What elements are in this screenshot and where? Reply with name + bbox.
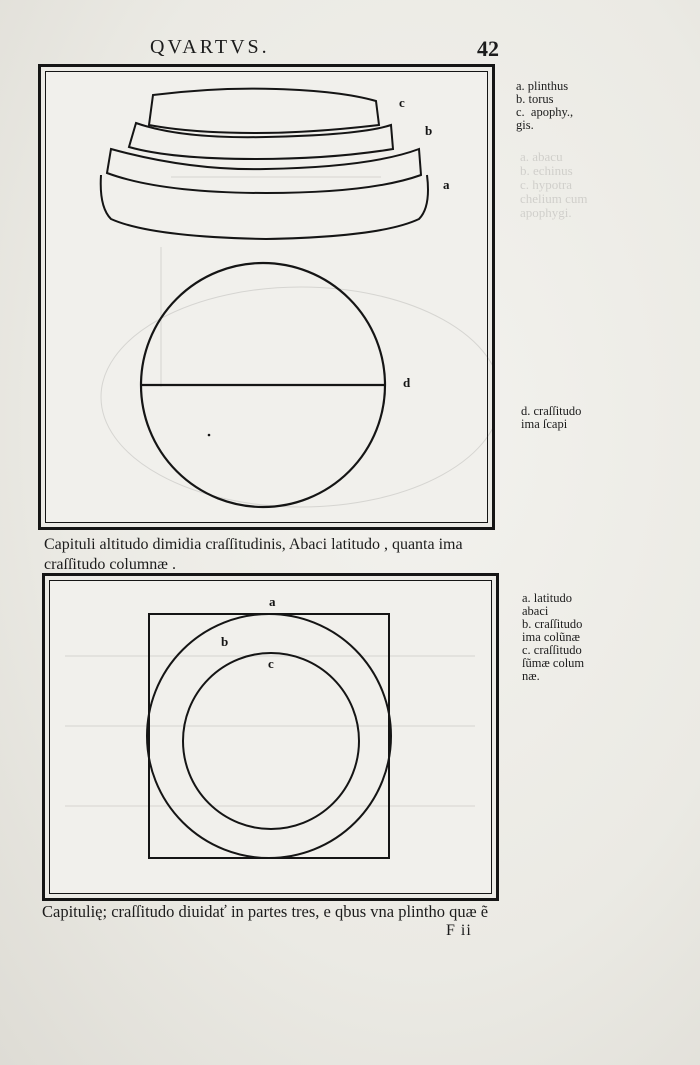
abacus-square <box>149 614 389 858</box>
figure-label-a: a <box>269 594 276 609</box>
column-base-drawing <box>41 67 492 527</box>
signature-mark: F ii <box>446 922 472 939</box>
page-number: 42 <box>477 36 499 61</box>
margin-note-abacus: a. latitudo abaci b. craſſitudo ima colũnæ c. craſſitudo ſũmæ colum næ. <box>522 591 585 683</box>
base-elevation <box>101 89 428 239</box>
shaft-plan-circle <box>141 263 385 507</box>
figure-label-b: b <box>425 123 433 138</box>
figure-column-base <box>38 64 495 530</box>
figure-label-c: c <box>399 95 405 110</box>
figure-label-b: b <box>221 634 229 649</box>
margin-note-shaft: d. craſſitudo ima ſcapi <box>521 404 582 431</box>
abacus-plan-drawing <box>45 576 496 898</box>
caption-top: Capituli altitudo dimidia craſſitudinis, Abaci latitudo , quanta ima craſſitudo columnæ . <box>44 536 463 573</box>
caption-bottom: Capitulię; craſſitudo diuidať in partes tres, e qbus vna plintho quæ ẽ <box>42 902 489 921</box>
figure-abacus-plan <box>42 573 499 901</box>
figure-label-d: d <box>403 375 411 390</box>
bleed-through-text: a. abacu b. echinus c. hypotra chelium cum apophygi. <box>520 149 588 220</box>
upper-column-circle <box>183 653 359 829</box>
running-head: QVARTVS. <box>150 36 270 58</box>
margin-note-base: a. plinthus b. torus c. apophy., gis. <box>516 79 574 132</box>
figure-label-c: c <box>268 656 274 671</box>
figure-label-a: a <box>443 177 450 192</box>
